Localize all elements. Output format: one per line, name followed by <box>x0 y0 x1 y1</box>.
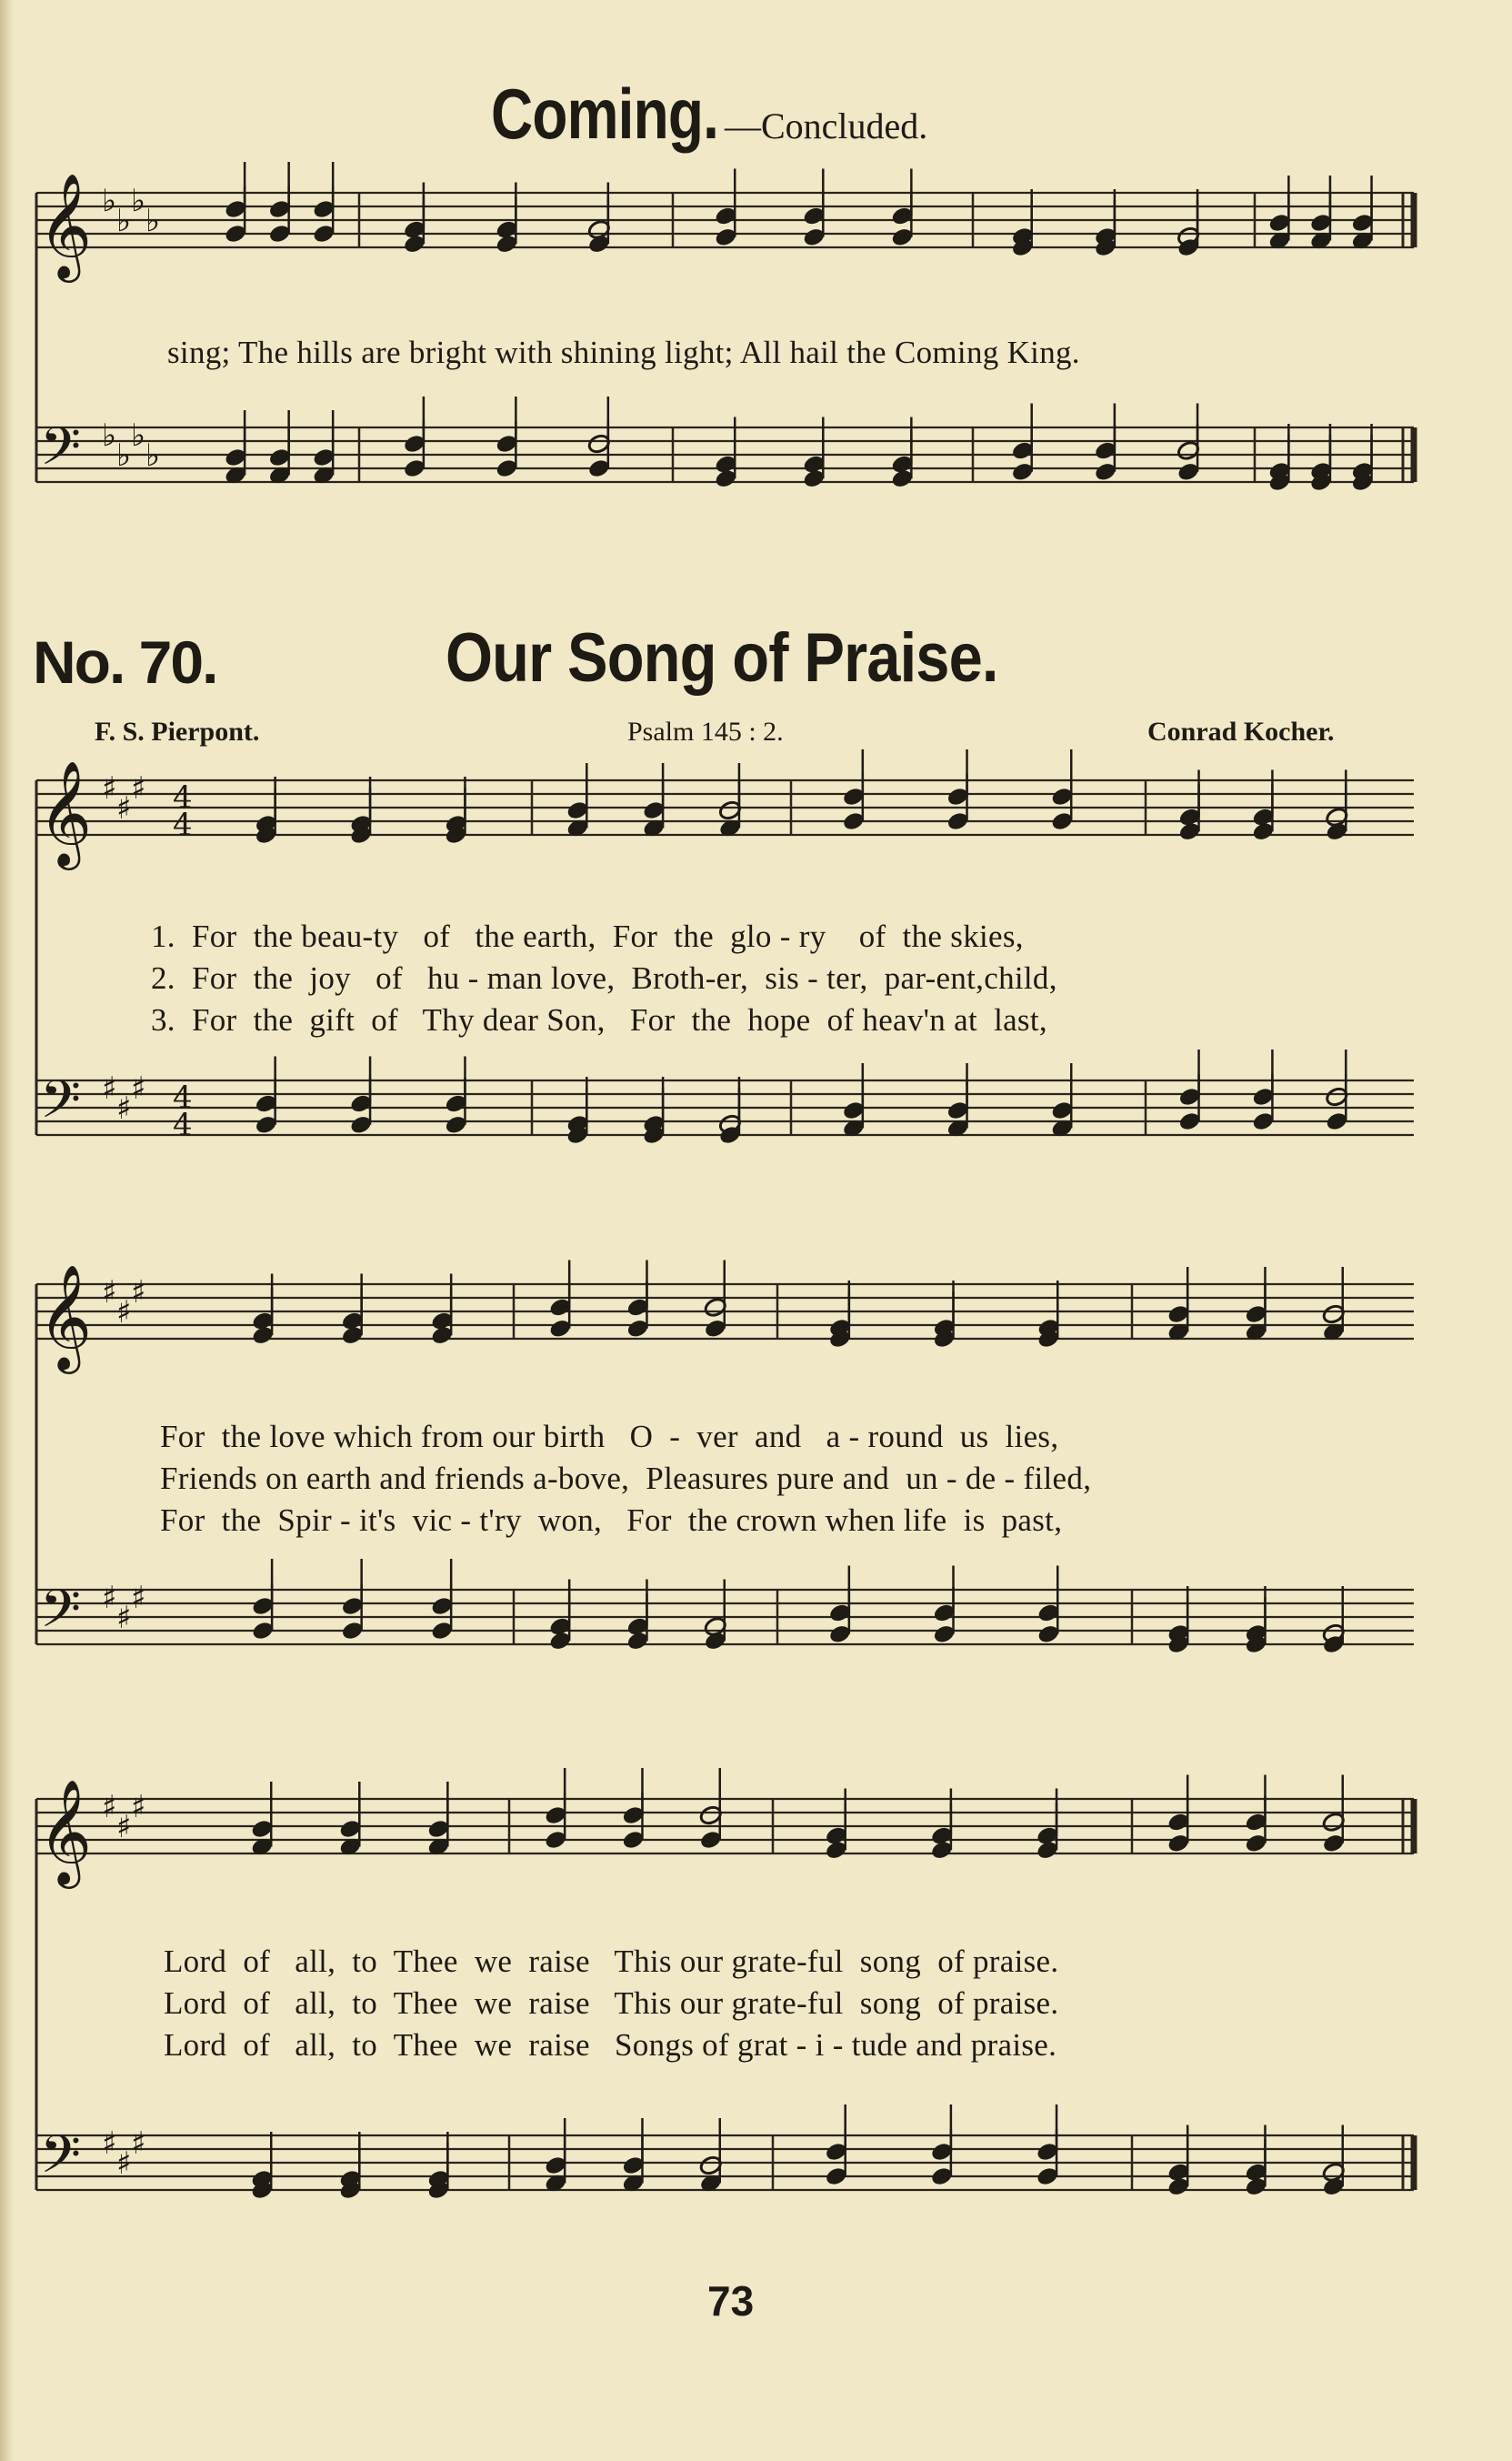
verse-1-line-1: 1. For the beau-ty of the earth, For the glo - ry of the skies, <box>151 919 1024 954</box>
lyricist-credit: F. S. Pierpont. <box>95 717 260 747</box>
clef-glyph: 𝄞 <box>38 1263 93 1370</box>
verse-2-line-1: 2. For the joy of hu - man love, Broth-er, sis - ter, par-ent,child, <box>151 960 1057 996</box>
verse-2-line-2: Friends on earth and friends a-bove, Pleasures pure and un - de - filed, <box>160 1461 1092 1496</box>
clef-glyph: ♯ <box>131 770 146 807</box>
clef-glyph: 𝄢 <box>40 1578 82 1652</box>
clef-glyph: ♭ <box>116 203 132 239</box>
clef-glyph: 4 <box>173 807 193 843</box>
clef-glyph: ♯ <box>116 1600 132 1636</box>
clef-glyph: ♭ <box>102 183 117 219</box>
clef-glyph: ♯ <box>116 1809 132 1845</box>
clef-glyph: 𝄞 <box>38 1778 93 1884</box>
clef-glyph: 𝄞 <box>38 172 93 278</box>
clef-glyph: ♭ <box>131 417 146 454</box>
clef-glyph: ♭ <box>131 183 146 219</box>
scripture-reference: Psalm 145 : 2. <box>627 717 784 747</box>
refrain-line-3: Lord of all, to Thee we raise Songs of grat - i - tude and praise. <box>164 2027 1057 2063</box>
clef-glyph: 𝄢 <box>40 416 82 490</box>
clef-glyph: 4 <box>173 1107 193 1143</box>
song-title: Our Song of Praise. <box>446 619 998 697</box>
clef-glyph: ♯ <box>131 1789 146 1825</box>
clef-glyph: ♭ <box>116 437 132 474</box>
clefs-and-signatures <box>38 172 193 2198</box>
clef-glyph: ♯ <box>131 1274 146 1311</box>
refrain-line-1: Lord of all, to Thee we raise This our grate-ful song of praise. <box>164 1944 1059 1979</box>
clef-glyph: 4 <box>173 1080 193 1116</box>
clef-glyph: ♯ <box>116 2145 132 2182</box>
composer-credit: Conrad Kocher. <box>1147 717 1335 747</box>
clef-glyph: ♯ <box>102 2125 117 2162</box>
continued-song-title: Coming. <box>491 74 719 154</box>
clef-glyph: 𝄢 <box>40 1069 82 1143</box>
clef-glyph: ♯ <box>131 1580 146 1616</box>
clef-glyph: ♭ <box>102 417 117 454</box>
clef-glyph: ♯ <box>131 2125 146 2162</box>
clef-glyph: ♭ <box>145 203 161 239</box>
clef-glyph: ♯ <box>102 770 117 807</box>
clef-glyph: ♯ <box>102 1580 117 1616</box>
clef-glyph: ♯ <box>116 1090 132 1127</box>
staff-lines <box>36 193 1414 2190</box>
song-number: No. 70. <box>33 628 217 696</box>
clef-glyph: 𝄞 <box>38 759 93 866</box>
clef-glyph: ♯ <box>116 790 132 827</box>
page-number: 73 <box>707 2277 755 2325</box>
clef-glyph: 𝄢 <box>40 2124 82 2198</box>
refrain-line-2: Lord of all, to Thee we raise This our grate-ful song of praise. <box>164 1985 1059 2021</box>
continued-song-suffix: —Concluded. <box>724 105 928 146</box>
clef-glyph: 4 <box>173 779 193 816</box>
clef-glyph: ♯ <box>102 1070 117 1107</box>
prior-song-lyric: sing; The hills are bright with shining light; All hail the Coming King. <box>167 335 1080 370</box>
verse-3-line-1: 3. For the gift of Thy dear Son, For the hope of heav'n at last, <box>151 1002 1047 1038</box>
verse-3-line-2: For the Spir - it's vic - t'ry won, For the crown when life is past, <box>160 1502 1063 1538</box>
clef-glyph: ♯ <box>131 1070 146 1107</box>
clef-glyph: ♯ <box>102 1274 117 1311</box>
clef-glyph: ♯ <box>116 1294 132 1331</box>
clef-glyph: ♯ <box>102 1789 117 1825</box>
verse-1-line-2: For the love which from our birth O - ver and a - round us lies, <box>160 1419 1059 1454</box>
clef-glyph: ♭ <box>145 437 161 474</box>
